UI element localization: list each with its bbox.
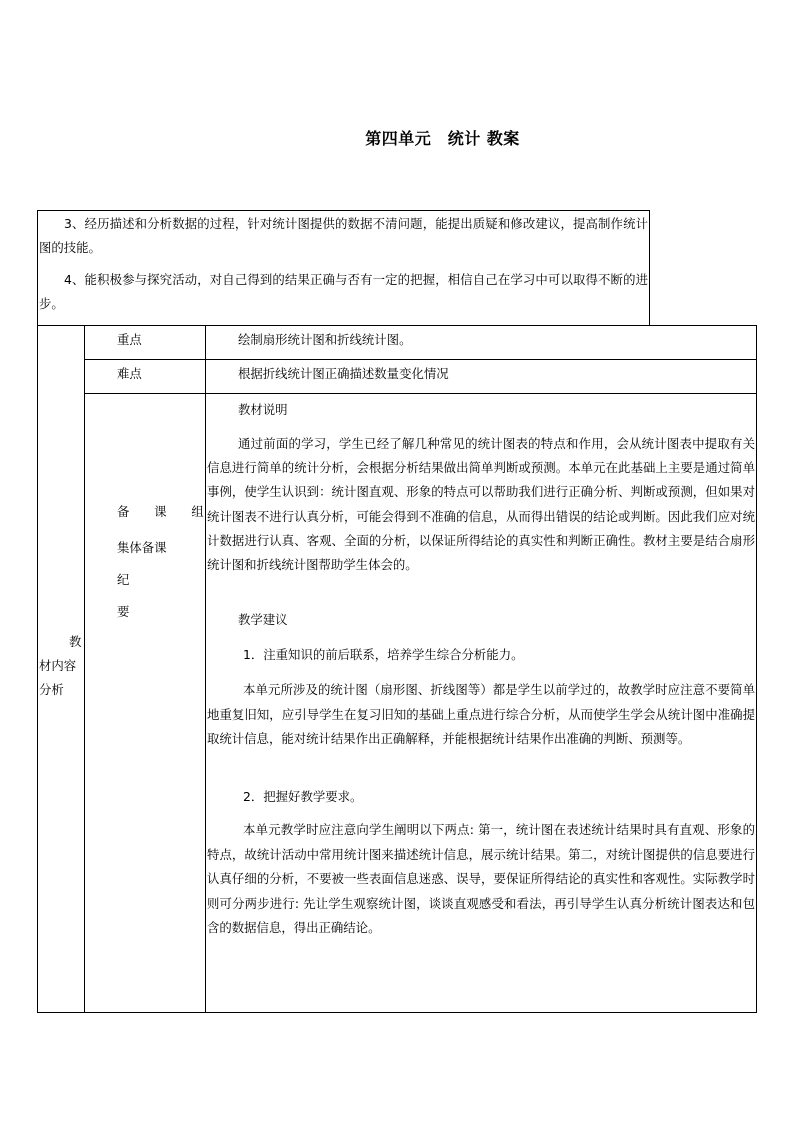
content-heading-2: 教学建议 — [238, 612, 288, 627]
group-label-line-3: 纪 — [117, 572, 130, 587]
objective-3: 3、经历描述和分析数据的过程，针对统计图提供的数据不清问题，能提出质疑和修改建议，提高制作统计图的技能。 — [39, 216, 648, 255]
col-divider-2 — [205, 325, 206, 1013]
group-label-line-1 — [117, 500, 203, 524]
content-paragraph-2: 本单元所涉及的统计图（扇形图、折线图等）都是学生以前学过的，故教学时应注意不要简单地重复旧知，应引导学生在复习旧知的基础上重点进行综合分析，从而使学生学会从统计图中准确提取统计信息，能对统计结果作出正确解释，并能根据统计结果作出准确的判断、预测等。 — [207, 682, 755, 746]
col-divider-1 — [84, 325, 85, 1013]
content-heading-1: 教材说明 — [238, 402, 288, 417]
key-point-label: 重点 — [117, 332, 142, 347]
difficulty-value: 根据折线统计图正确描述数量变化情况 — [238, 366, 449, 381]
content-paragraph-3: 本单元教学时应注意向学生阐明以下两点: 第一，统计图在表述统计结果时具有直观、形象的特点，故统计活动中常用统计图来描述统计信息，展示统计结果。第二，对统计图提供的信息要进行认真仔细的分析，不要被一些表面信息迷惑、误导，要保证所得结论的真实性和客观性。实际教学时则可分两步进行: 先让学生观察统计图，谈谈直观感受和看法，再引导学生认真分析统计图表达和包含的数据信息，得出正确结论。 — [207, 822, 755, 935]
content-paragraph-1: 通过前面的学习，学生已经了解几种常见的统计图表的特点和作用，会从统计图表中提取有关信息进行简单的统计分析，会根据分析结果做出简单判断或预测。本单元在此基础上主要是通过简单事例，使学生认识到：统计图直观、形象的特点可以帮助我们进行正确分析、判断或预测，但如果对统计图表不进行认真分析，可能会得到不准确的信息，从而得出错误的结论或判断。因此我们应对统计数据进行认真、客观、全面的分析，以保证所得结论的真实性和判断正确性。教材主要是结合扇形统计图和折线统计图帮助学生体会的。 — [207, 436, 755, 573]
group-label-line-2: 集体备课 — [117, 540, 167, 555]
row-divider-1 — [84, 359, 757, 360]
page-title: 第四单元 统计 教案 — [365, 129, 520, 148]
content-subheading-1: 1．注重知识的前后联系，培养学生综合分析能力。 — [243, 647, 524, 662]
key-point-value: 绘制扇形统计图和折线统计图。 — [238, 332, 412, 347]
group-label-line-4: 要 — [117, 604, 130, 619]
content-subheading-2: 2．把握好教学要求。 — [243, 789, 363, 804]
side-label-line-2: 材内容 — [39, 658, 77, 673]
row-divider-2 — [84, 393, 757, 394]
difficulty-label: 难点 — [117, 366, 142, 381]
side-label-line-3: 分析 — [39, 682, 64, 697]
side-label-line-1: 教 — [69, 634, 82, 649]
group-label-text: 备 课 组 — [117, 504, 204, 519]
objective-4: 4、能积极参与探究活动，对自己得到的结果正确与否有一定的把握，相信自己在学习中可以取得不断的进步。 — [39, 272, 648, 311]
